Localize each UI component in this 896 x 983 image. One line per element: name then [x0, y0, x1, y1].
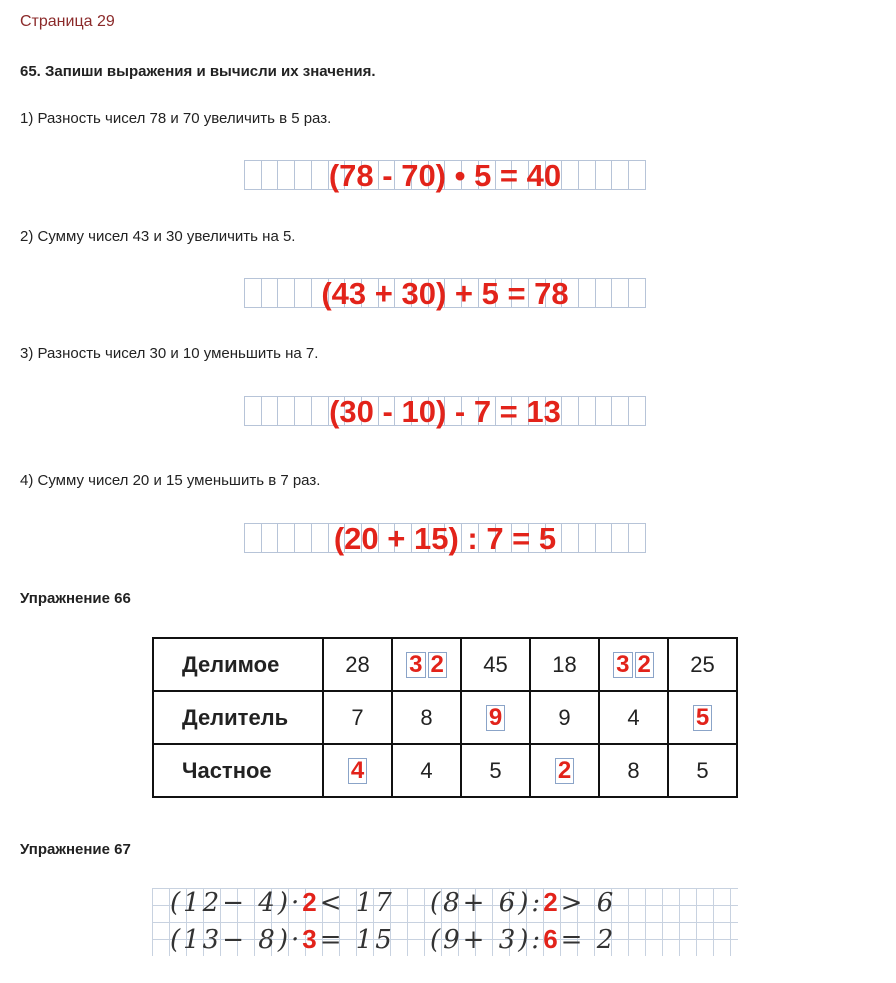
answer-digits	[405, 651, 448, 679]
answer-digits	[485, 704, 506, 732]
hw-expr: = 15	[319, 925, 395, 955]
hw-line-1-right	[430, 887, 616, 918]
hw-expr: < 17	[319, 888, 395, 918]
answer-4: (20 + 15) : 7 = 5	[333, 521, 557, 556]
answer-digits	[554, 757, 575, 785]
hw-answer: 6	[543, 924, 561, 954]
table-cell: 5	[668, 744, 737, 797]
task-item-3-text: 3) Разность чисел 30 и 10 уменьшить на 7.	[20, 345, 319, 362]
answer-strip-1	[244, 158, 646, 193]
answer-digit-box: 2	[428, 652, 447, 678]
answer-digits	[612, 651, 655, 679]
division-table	[152, 637, 738, 798]
answer-strip-3	[244, 394, 646, 429]
answer-digit-box: 2	[555, 758, 574, 784]
table-cell: 8	[392, 691, 461, 744]
table-cell: 5	[461, 744, 530, 797]
answer-digits	[347, 757, 368, 785]
table-row	[153, 638, 737, 691]
table-cell: 7	[323, 691, 392, 744]
task-item-2-text: 2) Сумму чисел 43 и 30 увеличить на 5.	[20, 228, 296, 245]
answer-1: (78 - 70) • 5 = 40	[328, 158, 562, 193]
hw-expr: > 6	[560, 888, 617, 918]
exercise-67-title: Упражнение 67	[20, 841, 131, 858]
table-cell: 8	[599, 744, 668, 797]
row-label: Делимое	[153, 638, 323, 691]
hw-line-1-left	[170, 887, 395, 918]
answer-3: (30 - 10) - 7 = 13	[329, 394, 561, 429]
task-65-title: 65. Запиши выражения и вычисли их значения.	[20, 63, 376, 80]
table-cell	[599, 638, 668, 691]
answer-digit-box: 3	[613, 652, 632, 678]
table-cell	[461, 691, 530, 744]
table-cell	[668, 691, 737, 744]
table-cell	[530, 744, 599, 797]
task-item-1-text: 1) Разность чисел 78 и 70 увеличить в 5 раз.	[20, 110, 332, 127]
answer-2: (43 + 30) + 5 = 78	[321, 276, 569, 311]
table-cell	[323, 744, 392, 797]
hw-answer: 3	[302, 924, 320, 954]
answer-digit-box: 4	[348, 758, 367, 784]
answer-digit-box: 9	[486, 705, 505, 731]
hw-expr: (12− 4)·	[170, 888, 303, 918]
answer-digits	[692, 704, 713, 732]
hw-expr: (9+ 3):	[430, 925, 544, 955]
page-title: Страница 29	[20, 13, 115, 30]
hw-expr: (13− 8)·	[170, 925, 303, 955]
table-cell	[392, 638, 461, 691]
table-cell: 28	[323, 638, 392, 691]
hw-line-2-left	[170, 924, 395, 955]
table-cell: 25	[668, 638, 737, 691]
answer-digit-box: 5	[693, 705, 712, 731]
answer-digit-box: 3	[406, 652, 425, 678]
answer-strip-4	[244, 521, 646, 556]
table-cell: 18	[530, 638, 599, 691]
table-row	[153, 691, 737, 744]
answer-digit-box: 2	[635, 652, 654, 678]
hw-line-2-right	[430, 924, 616, 955]
handwriting-grid	[152, 888, 738, 956]
hw-expr: (8+ 6):	[430, 888, 544, 918]
hw-expr: = 2	[560, 925, 617, 955]
row-label: Частное	[153, 744, 323, 797]
table-row	[153, 744, 737, 797]
hw-answer: 2	[543, 887, 561, 917]
table-cell: 9	[530, 691, 599, 744]
hw-answer: 2	[302, 887, 320, 917]
task-item-4-text: 4) Сумму чисел 20 и 15 уменьшить в 7 раз.	[20, 472, 321, 489]
table-cell: 4	[392, 744, 461, 797]
row-label: Делитель	[153, 691, 323, 744]
exercise-66-title: Упражнение 66	[20, 590, 131, 607]
answer-strip-2	[244, 276, 646, 311]
table-cell: 4	[599, 691, 668, 744]
table-cell: 45	[461, 638, 530, 691]
